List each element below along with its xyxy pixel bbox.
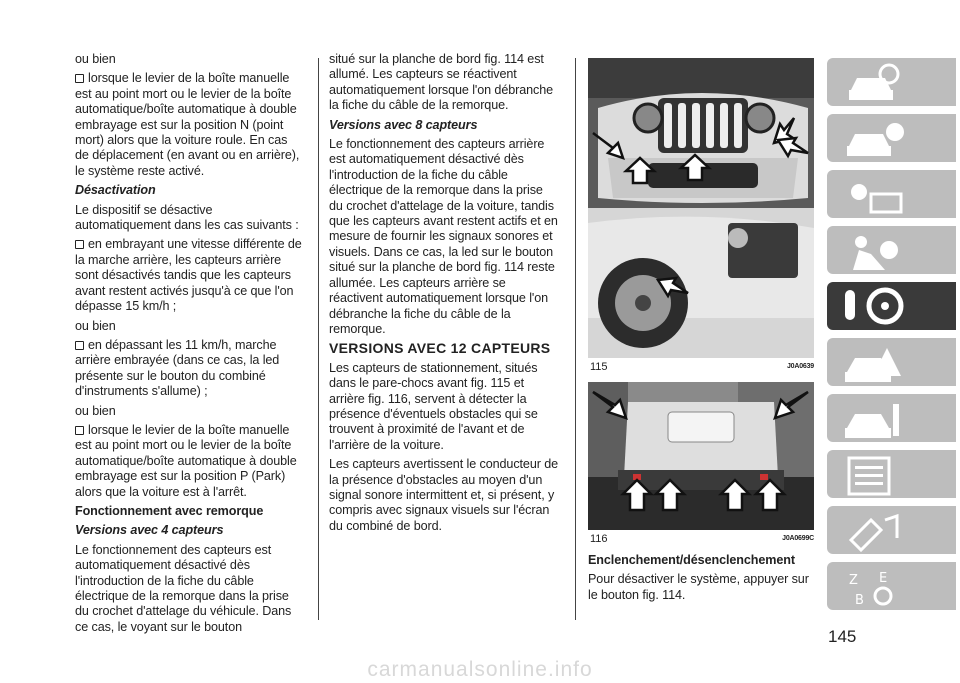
paragraph: ou bien	[75, 403, 116, 418]
paragraph: Le fonctionnement des capteurs arrière est automatiquement désactivé dès l'introduction de la fiche du câble électrique de la remorque dans la prise du crochet d'attelage de la voiture, tandis que les capteurs avant restent actifs et en mesure de fournir les signaux sonores et visuels. Dans ce cas, la led sur le bouton situé sur la planche de bord fig. 114 reste allumée. Les capteurs arrière se réactivent automatiquement lorsque l'on débranche la fiche du câble de la remorque.	[329, 137, 558, 336]
svg-text:B: B	[855, 593, 864, 608]
paragraph: Pour désactiver le système, appuyer sur le bouton fig. 114.	[588, 572, 809, 602]
key-steering-wheel-icon	[841, 286, 905, 328]
column-divider	[575, 58, 576, 620]
bullet-item: lorsque le levier de la boîte manuelle est au point mort ou le levier de la boîte automatique/boîte automatique à double embrayage est sur la position P (Park) alors que la voiture est à l'arrêt.	[75, 423, 303, 500]
airbag-seat-icon	[841, 230, 905, 272]
index-icon	[841, 566, 905, 608]
sidebar-tab[interactable]	[827, 58, 956, 106]
sidebar-tab[interactable]	[827, 338, 956, 386]
warning-lights-icon	[841, 174, 905, 216]
column-divider	[318, 58, 319, 620]
sidebar-tab[interactable]	[827, 562, 956, 610]
figure-number: 116	[590, 533, 608, 545]
watermark: carmanualsonline.info	[367, 658, 593, 681]
paragraph: ou bien	[75, 52, 116, 66]
paragraph: Le fonctionnement des capteurs est automatiquement désactivé dès l'introduction de la fiche du câble électrique de la remorque dans la prise du crochet d'attelage du véhicule. Dans ce cas, le voyant sur le bouton	[75, 542, 292, 634]
figure-116-caption	[590, 533, 814, 545]
subheading: Désactivation	[75, 183, 156, 198]
bullet-item: en embrayant une vitesse différente de la marche arrière, les capteurs arrière sont désactivés tandis que les capteurs avant restent activés jusqu'à ce que l'on dépasse 15 km/h ;	[75, 237, 302, 314]
sidebar-tab[interactable]	[827, 226, 956, 274]
subheading: Versions avec 8 capteurs	[329, 117, 478, 132]
car-info-icon	[841, 118, 905, 160]
paragraph: ou bien	[75, 318, 116, 333]
svg-text:Z: Z	[849, 573, 858, 588]
sidebar-tab[interactable]	[827, 282, 956, 330]
bullet-item: lorsque le levier de la boîte manuelle est au point mort ou le levier de la boîte automatique/boîte automatique à double embrayage est sur la position N (point mort) alors que la voiture roule. En cas de déplacement (en avant ou en arrière), le système reste activé.	[75, 71, 303, 179]
paragraph: situé sur la planche de bord fig. 114 est allumé. Les capteurs se réactivent automatiquement lorsque l'on débranche la fiche du câble de la remorque.	[329, 52, 554, 113]
section-heading: VERSIONS AVEC 12 CAPTEURS	[329, 340, 551, 357]
sidebar-tab[interactable]	[827, 394, 956, 442]
section-heading: Fonctionnement avec remorque	[75, 503, 264, 518]
svg-text:E: E	[879, 571, 888, 586]
figure-115-caption	[590, 361, 814, 373]
figure-115-image	[588, 58, 814, 358]
car-search-icon	[841, 62, 905, 104]
sidebar-tab[interactable]	[827, 506, 956, 554]
emergency-car-icon	[841, 342, 905, 384]
sidebar-tab[interactable]	[827, 450, 956, 498]
column-3-text	[588, 553, 814, 607]
figure-code: J0A0639	[786, 363, 814, 370]
sidebar-tab[interactable]	[827, 114, 956, 162]
figure-code: J0A0699C	[782, 535, 814, 542]
maintenance-car-icon	[841, 398, 905, 440]
subheading: Versions avec 4 capteurs	[75, 523, 224, 538]
column-1	[75, 52, 303, 639]
paragraph: Les capteurs de stationnement, situés dans le pare-chocs avant fig. 115 et arrière fig. 116, servent à détecter la présence d'éventuels obstacles qui se trouvent à proximité de l'avant et de l'arrière de la voiture.	[329, 360, 538, 452]
figure-116-image	[588, 382, 814, 530]
page-number: 145	[828, 627, 857, 646]
column-2	[329, 52, 559, 538]
paragraph: Le dispositif se désactive automatiquement dans les cas suivants :	[75, 202, 299, 233]
sidebar-tab[interactable]	[827, 170, 956, 218]
multimedia-icon	[841, 510, 905, 552]
bullet-item: en dépassant les 11 km/h, marche arrière embrayée (dans ce cas, la led présente sur le bouton du combiné d'instruments s'allume) ;	[75, 338, 303, 400]
technical-data-icon	[841, 454, 905, 496]
paragraph: Les capteurs avertissent le conducteur de la présence d'obstacles au moyen d'un signal sonore intermittent et, si présent, y compris avec signaux visuels sur l'écran du combiné de bord.	[329, 457, 559, 533]
figure-number: 115	[590, 361, 608, 373]
section-heading: Enclenchement/désenclenchement	[588, 553, 795, 567]
